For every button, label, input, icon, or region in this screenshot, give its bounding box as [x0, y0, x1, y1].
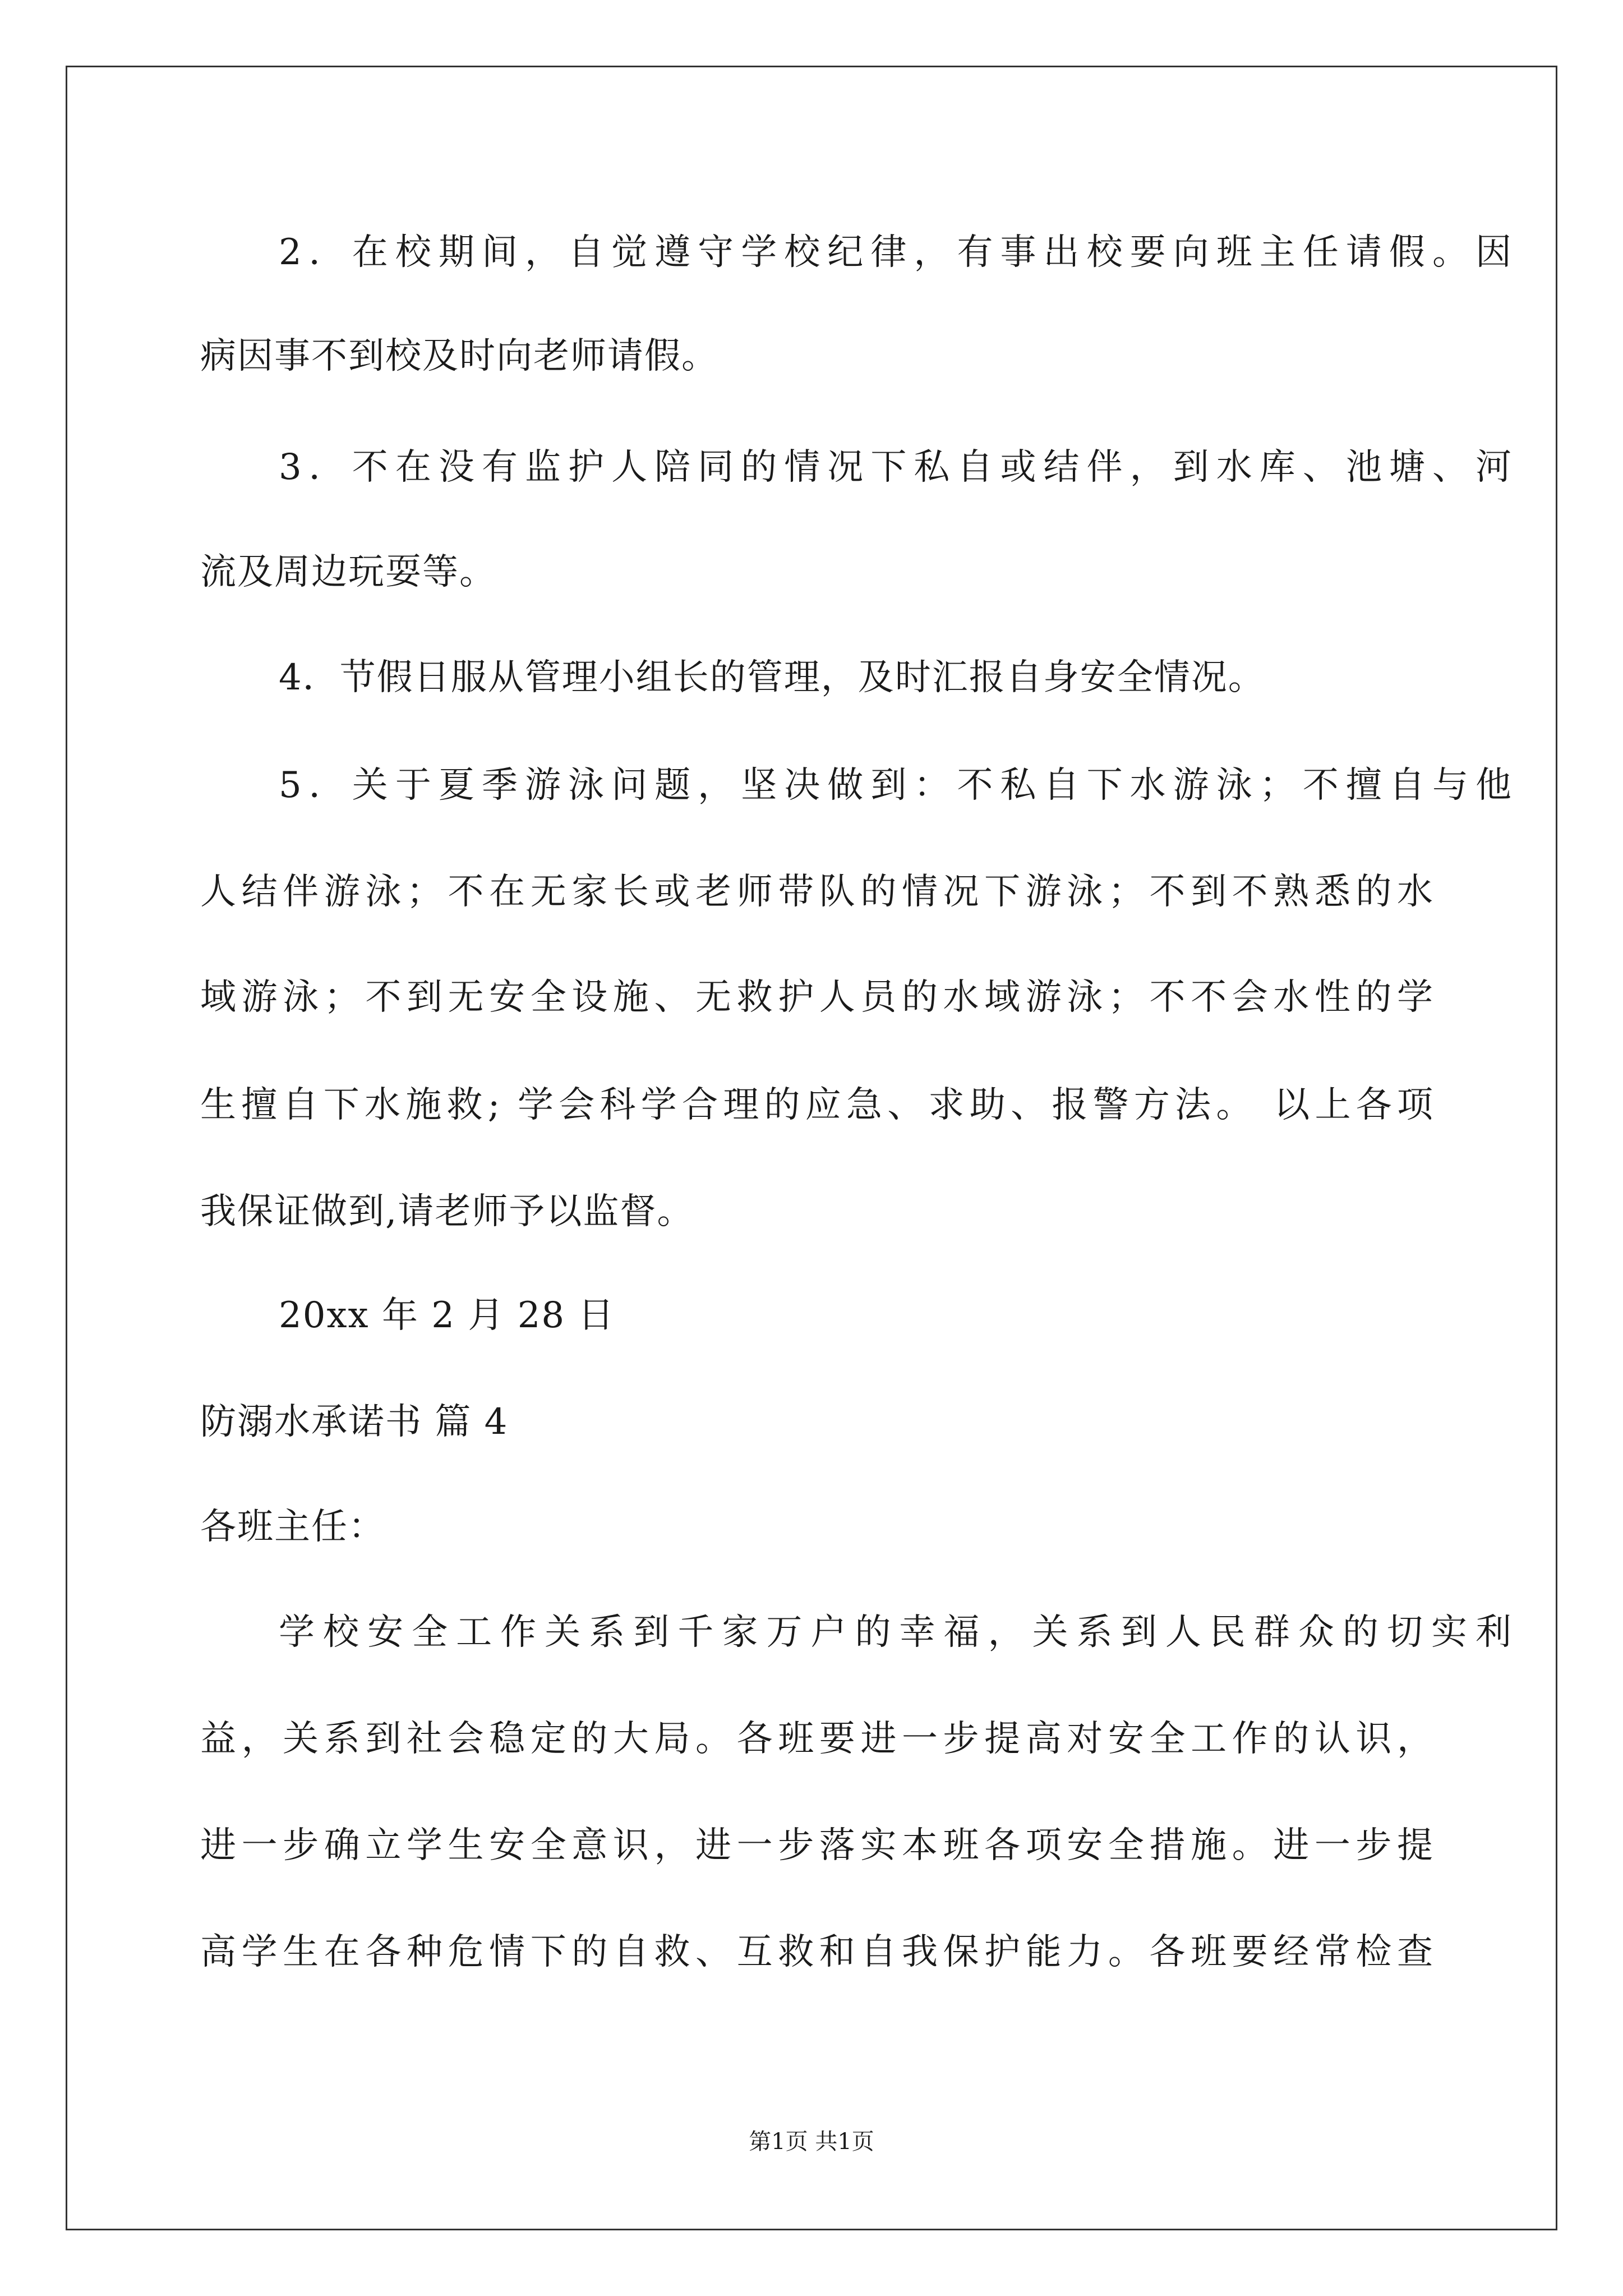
paragraph-line: 2．在校期间，自觉遵守学校纪律，有事出校要向班主任请假。因	[279, 232, 1513, 273]
paragraph-line: 3．不在没有监护人陪同的情况下私自或结伴，到水库、池塘、河	[279, 447, 1513, 488]
paragraph-line: 域游泳；不到无安全设施、无救护人员的水域游泳；不不会水性的学	[200, 977, 1434, 1018]
paragraph-line: 流及周边玩耍等。	[200, 551, 496, 593]
paragraph-line: 人结伴游泳；不在无家长或老师带队的情况下游泳；不到不熟悉的水	[200, 871, 1434, 913]
page-border	[66, 66, 1557, 2230]
paragraph-line: 学校安全工作关系到千家万户的幸福，关系到人民群众的切实利	[279, 1612, 1513, 1653]
paragraph-line: 生擅自下水施救; 学会科学合理的应急、求助、报警方法。 以上各项	[200, 1084, 1434, 1126]
salutation: 各班主任：	[200, 1506, 385, 1548]
date-line: 20xx 年 2 月 28 日	[279, 1295, 615, 1336]
paragraph-line: 益，关系到社会稳定的大局。各班要进一步提高对安全工作的认识，	[200, 1718, 1434, 1760]
paragraph-line: 我保证做到,请老师予以监督。	[200, 1191, 694, 1232]
paragraph-line: 进一步确立学生安全意识，进一步落实本班各项安全措施。进一步提	[200, 1825, 1434, 1866]
paragraph-line: 病因事不到校及时向老师请假。	[200, 335, 718, 377]
section-heading: 防溺水承诺书 篇 4	[200, 1401, 509, 1443]
paragraph-line: 高学生在各种危情下的自救、互救和自我保护能力。各班要经常检查	[200, 1931, 1434, 1973]
paragraph-line: 4．节假日服从管理小组长的管理，及时汇报自身安全情况。	[279, 657, 1265, 698]
page-footer: 第1页 共1页	[749, 2129, 874, 2155]
paragraph-line: 5．关于夏季游泳问题，坚决做到：不私自下水游泳；不擅自与他	[279, 765, 1513, 806]
